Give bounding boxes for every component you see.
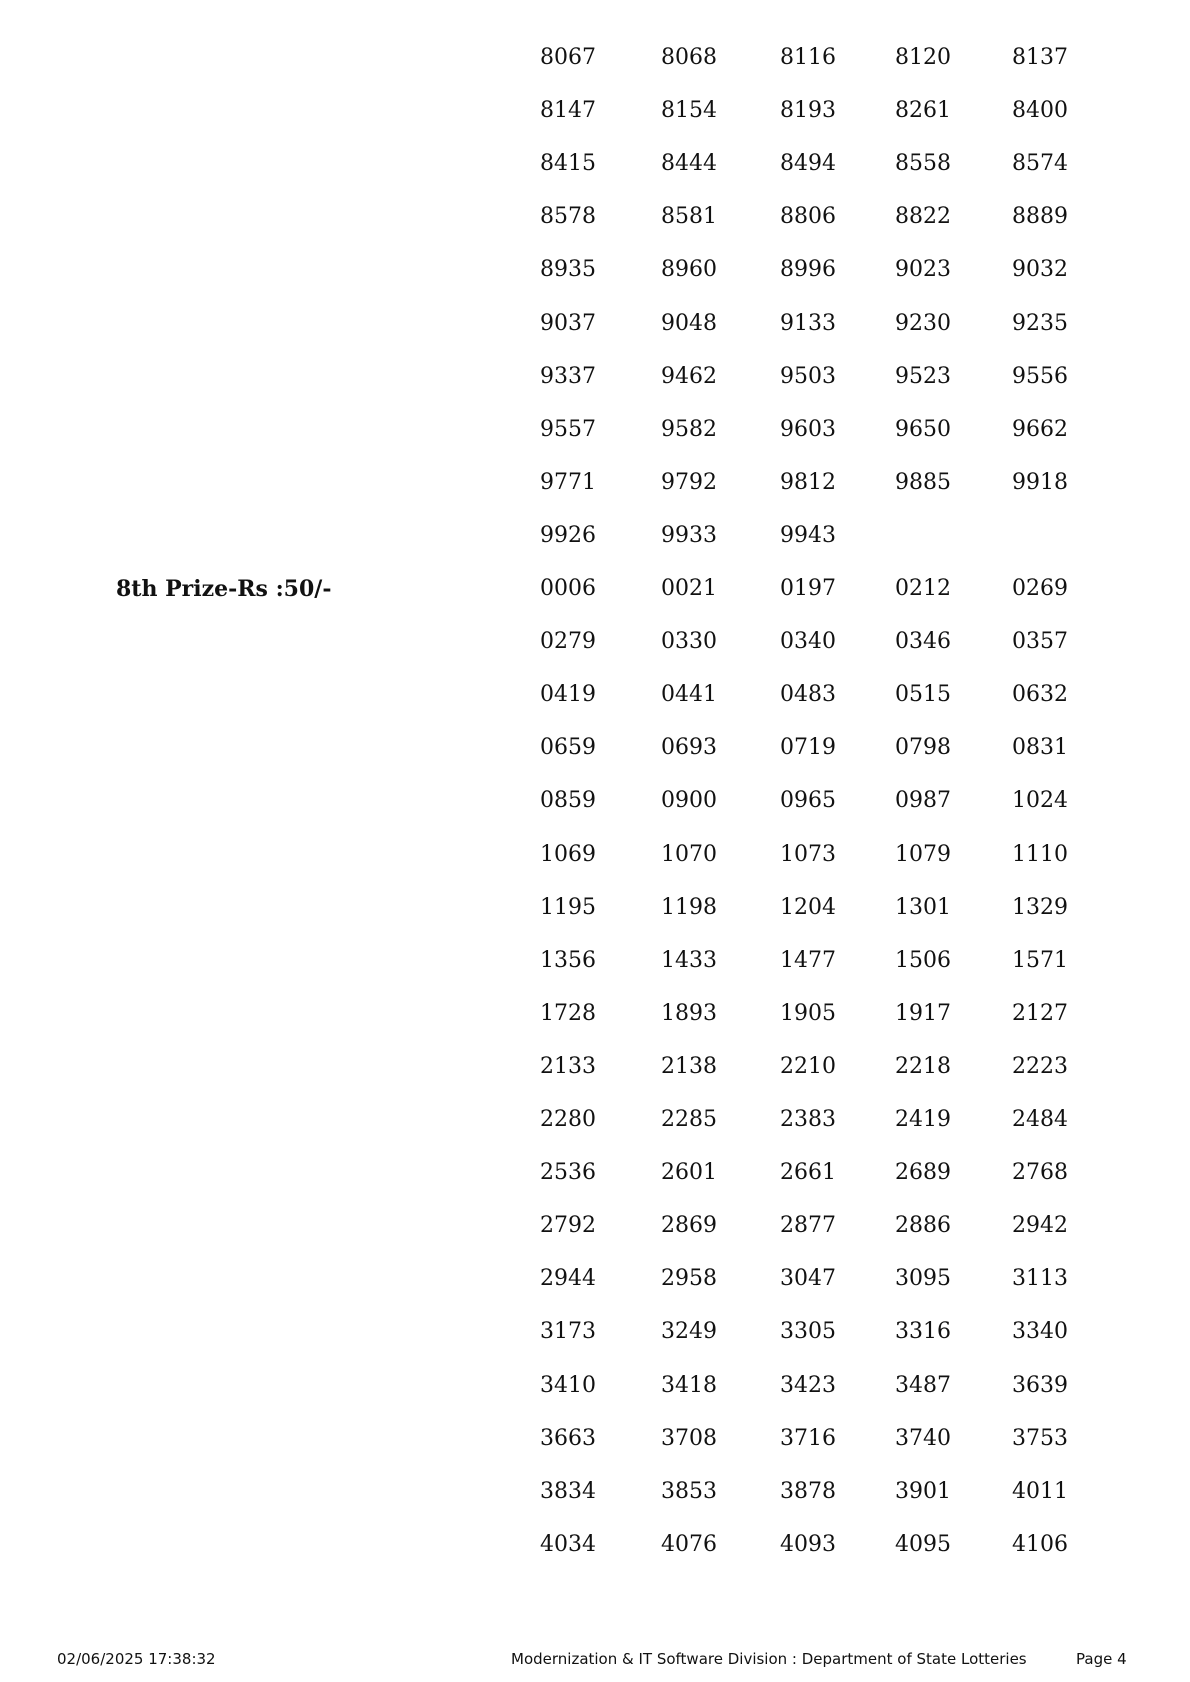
winning-number: 9023 [895,257,951,283]
winning-number: 9503 [780,363,836,389]
number-row [540,946,1140,976]
number-row [540,96,1140,126]
winning-number: 9462 [661,363,717,389]
winning-number: 3410 [540,1372,596,1398]
winning-number: 0798 [895,735,951,761]
winning-number: 2138 [661,1053,717,1079]
winning-number: 0719 [780,735,836,761]
winning-number: 9133 [780,310,836,336]
winning-number: 1024 [1012,788,1068,814]
winning-number: 1329 [1012,894,1068,920]
winning-number: 0197 [780,576,836,601]
winning-number: 1198 [661,894,717,920]
winning-number: 9792 [661,469,717,495]
number-row [540,1477,1140,1507]
winning-number: 2869 [661,1213,717,1239]
winning-number: 3340 [1012,1319,1068,1345]
winning-number: 1110 [1012,841,1068,867]
winning-number: 3663 [540,1425,596,1451]
winning-number: 2944 [540,1266,596,1292]
number-row [540,521,1140,551]
prize-section [0,43,1190,574]
number-row [540,149,1140,179]
winning-number: 2218 [895,1053,951,1079]
winning-number: 2792 [540,1213,596,1239]
winning-number: 0357 [1012,629,1068,655]
winning-number: 4106 [1012,1531,1068,1557]
winning-number: 2886 [895,1213,951,1239]
winning-number: 8116 [780,45,836,70]
winning-number: 0340 [780,629,836,655]
winning-number: 3249 [661,1319,717,1345]
winning-number: 0269 [1012,576,1068,601]
winning-number: 0515 [895,682,951,708]
winning-number: 1477 [780,947,836,973]
winning-number: 2133 [540,1053,596,1079]
number-row [540,362,1140,392]
winning-number: 8147 [540,98,596,124]
winning-number: 8415 [540,151,596,177]
winning-number: 3047 [780,1266,836,1292]
winning-number: 1070 [661,841,717,867]
winning-number: 8261 [895,98,951,124]
winning-number: 8996 [780,257,836,283]
winning-number: 1073 [780,841,836,867]
winning-number: 2768 [1012,1160,1068,1186]
winning-number: 0006 [540,576,596,601]
winning-number: 0419 [540,682,596,708]
winning-number: 3113 [1012,1266,1068,1292]
winning-number: 8574 [1012,151,1068,177]
winning-number: 0346 [895,629,951,655]
winning-number: 9662 [1012,416,1068,442]
winning-number: 2419 [895,1107,951,1132]
number-row [540,627,1140,657]
number-row [540,1158,1140,1188]
winning-number: 0632 [1012,682,1068,708]
winning-number: 9603 [780,416,836,442]
winning-number: 3878 [780,1478,836,1504]
winning-number: 9523 [895,363,951,389]
number-row [540,1371,1140,1401]
number-row [540,1264,1140,1294]
winning-number: 2536 [540,1160,596,1186]
number-row [540,43,1140,73]
winning-number: 8558 [895,151,951,177]
winning-number: 0483 [780,682,836,708]
number-row [540,999,1140,1029]
winning-number: 3708 [661,1425,717,1451]
winning-number: 2661 [780,1160,836,1186]
winning-number: 9933 [661,522,717,548]
winning-number: 0279 [540,629,596,655]
winning-number: 8935 [540,257,596,283]
winning-number: 2484 [1012,1107,1068,1132]
winning-number: 2383 [780,1107,836,1132]
number-row [540,202,1140,232]
page-footer [0,1647,1190,1671]
winning-number: 4076 [661,1531,717,1557]
winning-number: 8193 [780,98,836,124]
winning-number: 9032 [1012,257,1068,283]
winning-number: 1079 [895,841,951,867]
winning-number: 9337 [540,363,596,389]
winning-number: 2877 [780,1213,836,1239]
footer-organization: Modernization & IT Software Division : Department of State Lotteries [511,1650,1027,1668]
number-row [540,309,1140,339]
winning-number: 1433 [661,947,717,973]
winning-number: 1917 [895,1000,951,1026]
winning-number: 8137 [1012,45,1068,70]
winning-number: 2689 [895,1160,951,1186]
winning-number: 8578 [540,204,596,230]
winning-number: 8444 [661,151,717,177]
winning-number: 1204 [780,894,836,920]
winning-number: 0021 [661,576,717,601]
winning-number: 8581 [661,204,717,230]
winning-number: 0693 [661,735,717,761]
winning-number: 3173 [540,1319,596,1345]
number-row [540,893,1140,923]
winning-number: 8067 [540,45,596,70]
winning-number: 1728 [540,1000,596,1026]
winning-number: 0330 [661,629,717,655]
winning-number: 8960 [661,257,717,283]
winning-number: 2210 [780,1053,836,1079]
winning-number: 0441 [661,682,717,708]
winning-number: 2958 [661,1266,717,1292]
winning-number: 4011 [1012,1478,1068,1504]
number-row [540,574,1140,604]
winning-number: 3753 [1012,1425,1068,1451]
winning-number: 0831 [1012,735,1068,761]
winning-number: 0659 [540,735,596,761]
number-row [540,1530,1140,1560]
winning-number: 0965 [780,788,836,814]
winning-number: 1506 [895,947,951,973]
winning-number: 4095 [895,1531,951,1557]
prize-label: 8th Prize-Rs :50/- [116,576,332,602]
number-row [540,1105,1140,1135]
winning-number: 3716 [780,1425,836,1451]
winning-number: 2942 [1012,1213,1068,1239]
winning-number: 8889 [1012,204,1068,230]
number-row [540,840,1140,870]
winning-number: 3316 [895,1319,951,1345]
prize-section [0,574,1190,1583]
winning-number: 3423 [780,1372,836,1398]
number-row [540,1317,1140,1347]
winning-number: 8400 [1012,98,1068,124]
winning-number: 3740 [895,1425,951,1451]
winning-number: 9230 [895,310,951,336]
winning-number: 3095 [895,1266,951,1292]
footer-page-number: Page 4 [1076,1650,1127,1668]
winning-number: 9556 [1012,363,1068,389]
number-row [540,1424,1140,1454]
number-row [540,786,1140,816]
winning-number: 2280 [540,1107,596,1132]
winning-number: 1069 [540,841,596,867]
footer-timestamp: 02/06/2025 17:38:32 [57,1650,216,1668]
winning-number: 0212 [895,576,951,601]
winning-number: 0987 [895,788,951,814]
winning-number: 8154 [661,98,717,124]
winning-number: 0859 [540,788,596,814]
winning-number: 9771 [540,469,596,495]
winning-number: 2223 [1012,1053,1068,1079]
number-row [540,1052,1140,1082]
winning-number: 1356 [540,947,596,973]
winning-number: 9943 [780,522,836,548]
winning-number: 8806 [780,204,836,230]
winning-number: 4034 [540,1531,596,1557]
winning-number: 0900 [661,788,717,814]
winning-number: 4093 [780,1531,836,1557]
winning-number: 3834 [540,1478,596,1504]
winning-number: 2127 [1012,1000,1068,1026]
winning-number: 1301 [895,894,951,920]
winning-number: 1571 [1012,947,1068,973]
winning-number: 2285 [661,1107,717,1132]
winning-number: 9037 [540,310,596,336]
winning-number: 9235 [1012,310,1068,336]
winning-number: 9557 [540,416,596,442]
winning-number: 8120 [895,45,951,70]
winning-number: 9812 [780,469,836,495]
winning-number: 3901 [895,1478,951,1504]
winning-number: 9926 [540,522,596,548]
winning-number: 1893 [661,1000,717,1026]
winning-number: 3487 [895,1372,951,1398]
number-row [540,680,1140,710]
number-row [540,1211,1140,1241]
winning-number: 3418 [661,1372,717,1398]
winning-number: 3639 [1012,1372,1068,1398]
winning-number: 9918 [1012,469,1068,495]
winning-number: 9885 [895,469,951,495]
winning-number: 1905 [780,1000,836,1026]
winning-number: 8494 [780,151,836,177]
winning-number: 8068 [661,45,717,70]
winning-number: 8822 [895,204,951,230]
winning-number: 3305 [780,1319,836,1345]
number-row [540,468,1140,498]
number-row [540,733,1140,763]
winning-number: 2601 [661,1160,717,1186]
winning-number: 3853 [661,1478,717,1504]
winning-number: 9650 [895,416,951,442]
winning-number: 1195 [540,894,596,920]
number-row [540,415,1140,445]
winning-number: 9048 [661,310,717,336]
winning-number: 9582 [661,416,717,442]
number-row [540,255,1140,285]
